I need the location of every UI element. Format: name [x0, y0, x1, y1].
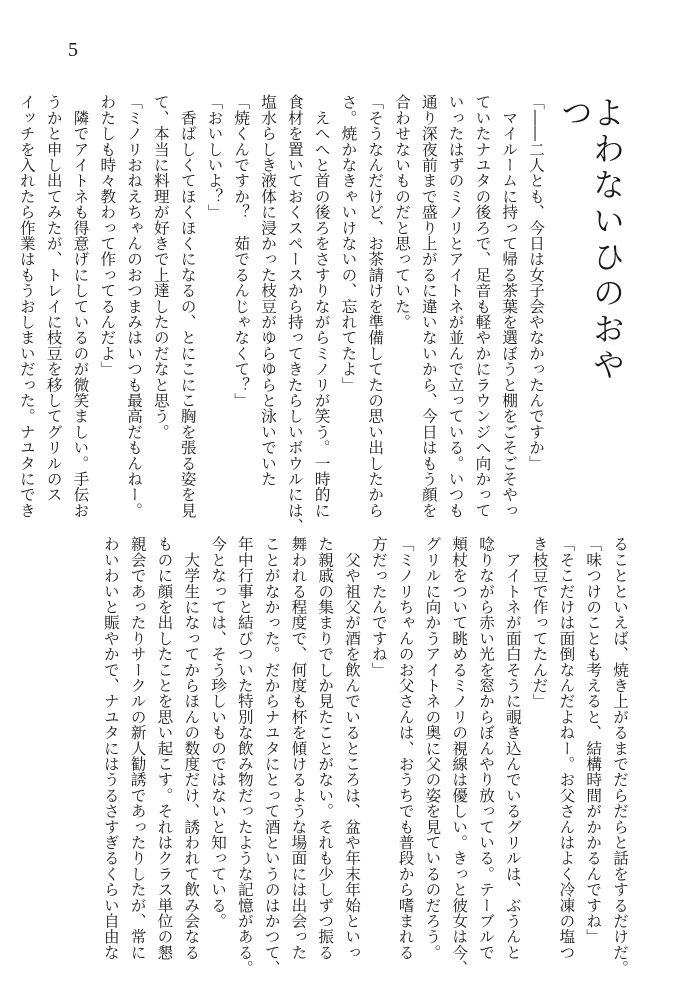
- text-line: 「おいしいよ？」: [205, 94, 224, 220]
- text-line: 唸りながら赤い光を窓からぼんやり放っている。テーブルで: [477, 536, 496, 960]
- text-line: 「味つけのことも考えると、結構時間がかかるんですね」: [584, 536, 603, 945]
- text-line: 今となっては、そう珍しいものではないと知っている。: [209, 536, 228, 929]
- text-line: いったはずのミノリとアイトネが並んで立っている。いつも: [446, 94, 465, 518]
- text-line: た親戚の集まりでしか見たことがない。それも少しずつ振る: [316, 536, 335, 960]
- text-line: イッチを入れたら作業はもうおしまいだった。ナユタにでき: [17, 94, 36, 518]
- text-line: き枝豆で作ってたんだ」: [530, 536, 549, 709]
- text-line: わいわいと賑やかで、ナユタにはうるさすぎるくらい自由な: [101, 536, 120, 960]
- text-line: 塩水らしき液体に浸かった枝豆がゆらゆらと泳いでいた: [259, 94, 278, 487]
- text-line: ことがなかった。だからナユタにとって酒というのはかつて、: [262, 536, 281, 976]
- text-line: 香ばしくてほくほくになるの、とにこにこ胸を張る姿を見: [178, 94, 197, 518]
- text-line: 父や祖父が酒を飲んでいるところは、盆や年末年始といっ: [343, 536, 362, 960]
- text-line: 通り深夜前まで盛り上がるに違いないから、今日はもう顔を: [419, 94, 438, 518]
- text-line: 「焼くんですか？ 茹でるんじゃなくて？」: [232, 94, 251, 408]
- text-line: 頬杖をついて眺めるミノリの視線は優しい。きっと彼女は今、: [450, 536, 469, 976]
- text-line: さ。焼かなきゃいけないの、忘れてたよ」: [339, 94, 358, 393]
- text-line: 「そうなんだけど、お茶請けを準備してたの思い出したから: [366, 94, 385, 518]
- text-line: 食材を置いておくスペースから持ってきたらしいボウルには、: [285, 94, 304, 534]
- page-title: よわないひのおやつ: [556, 96, 626, 384]
- text-line: 大学生になってからほんの数度だけ、誘われて飲み会なる: [182, 536, 201, 960]
- page-number: 5: [68, 39, 78, 61]
- text-line: 方だったんですね」: [369, 536, 388, 678]
- text-line: 「ミノリおねえちゃんのおつまみはいつも最高だもんねー。: [125, 94, 144, 518]
- text-line: ものに顔を出したことを思い起こす。それはクラス単位の懇: [155, 536, 174, 960]
- text-line: 合わせないものだと思っていた。: [393, 94, 412, 330]
- text-block-top: [13, 94, 549, 534]
- text-line: 親会であったりサークルの新人勧誘であったりしたが、常に: [128, 536, 147, 960]
- text-line: ることといえば、焼き上がるまでだらだらと話をするだけだ。: [611, 536, 629, 976]
- text-line: 舞われる程度で、何度も杯を傾けるような場面には出会った: [289, 536, 308, 960]
- text-line: わたしも時々教わって作ってるんだよ」: [98, 94, 117, 377]
- text-line: アイトネが面白そうに覗き込んでいるグリルは、ぶうんと: [503, 536, 522, 960]
- text-line: 隣でアイトネも得意げにしているのが微笑ましい。手伝お: [71, 94, 90, 518]
- text-line: 「ミノリちゃんのお父さんは、おうちでも普段から嗜まれる: [396, 536, 415, 960]
- text-line: うかと申し出てみたが、トレイに枝豆を移してグリルのス: [44, 94, 63, 503]
- text-block-bottom: [97, 536, 633, 976]
- text-line: て、本当に料理が好きで上達したのだなと思う。: [151, 94, 170, 440]
- text-line: えへへと首の後ろをさすりながらミノリが笑う。一時的に: [312, 94, 331, 518]
- text-line: 年中行事と結びついた特別な飲み物だったような記憶がある。: [235, 536, 254, 976]
- text-line: 「――二人とも、今日は女子会やなかったんですか」: [527, 94, 545, 471]
- text-line: 「そこだけは面倒なんだよねー。お父さんはよく冷凍の塩つ: [557, 536, 576, 960]
- text-line: ていたナユタの後ろで、足音も軽やかにラウンジへ向かって: [473, 94, 492, 518]
- text-line: マイルームに持って帰る茶葉を選ぼうと棚をごそごそやっ: [500, 94, 519, 518]
- text-line: グリルに向かうアイトネの奥に父の姿を見ているのだろう。: [423, 536, 442, 960]
